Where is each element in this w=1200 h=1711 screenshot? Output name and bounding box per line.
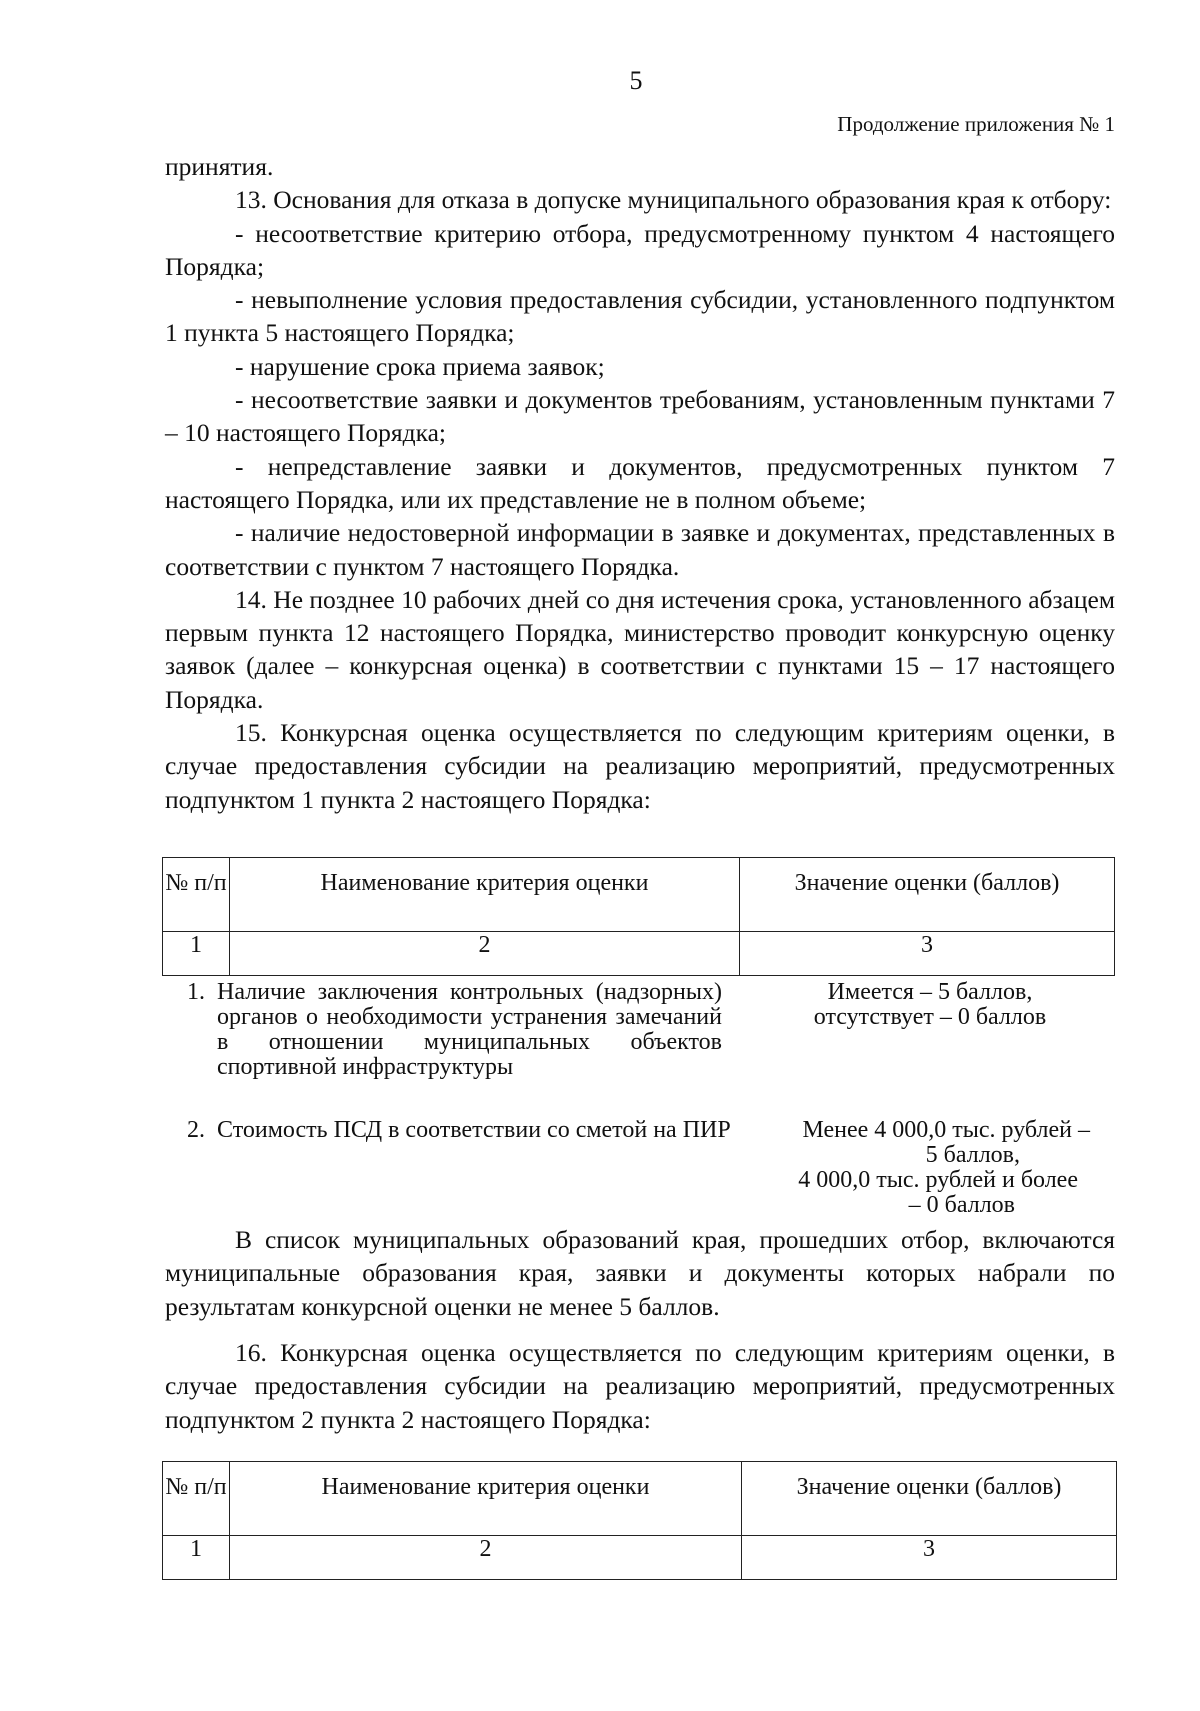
list-item: - несоответствие заявки и документов требованиям, установленным пунктами 7 – 10 настоящего Порядка; (165, 385, 1115, 448)
appendix-continuation-label: Продолжение приложения № 1 (837, 112, 1115, 136)
criterion-value-line: 5 баллов, (925, 1142, 1020, 1168)
list-item: - несоответствие критерию отбора, предусмотренному пунктом 4 настоящего Порядка; (165, 218, 1115, 281)
column-header-number: № п/п (163, 1462, 230, 1536)
criterion-value: Имеется – 5 баллов, отсутствует – 0 баллов (813, 979, 1047, 1030)
paragraph-16: 16. Конкурсная оценка осуществляется по следующим критериям оценки, в случае предоставления субсидии на реализацию мероприятий, предусмотренных подпунктом 2 пункта 2 настоящего Порядка: (165, 1338, 1115, 1434)
column-header-value: Значение оценки (баллов) (742, 1462, 1117, 1536)
criterion-value-line: Менее 4 000,0 тыс. рублей – (802, 1117, 1090, 1143)
list-item: - непредставление заявки и документов, предусмотренных пунктом 7 настоящего Порядка, или их представление не в полном объеме; (165, 451, 1115, 514)
section-16-text (165, 1336, 1115, 1436)
paragraph-14: 14. Не позднее 10 рабочих дней со дня истечения срока, установленного абзацем первым пункта 12 настоящего Порядка, министерство проводит конкурсную оценку заявок (далее – конкурсная оценка) в соответствии с пунктами 15 – 17 настоящего Порядка. (165, 584, 1115, 714)
criterion-name: Стоимость ПСД в соответствии со сметой на ПИР (217, 1117, 731, 1143)
list-item: - нарушение срока приема заявок; (235, 351, 605, 381)
criterion-row (165, 1118, 1115, 1218)
criterion-value (750, 1118, 1090, 1218)
column-number-1: 1 (163, 1536, 230, 1580)
after-15-text (165, 1223, 1115, 1323)
column-number-3: 3 (742, 1536, 1117, 1580)
criteria-table-header-15 (162, 857, 1115, 976)
criterion-value-line: 4 000,0 тыс. рублей и более (798, 1167, 1078, 1193)
criteria-table-header-16 (162, 1461, 1117, 1580)
criterion-value-line: – 0 баллов (908, 1192, 1015, 1218)
paragraph-15: 15. Конкурсная оценка осуществляется по следующим критериям оценки, в случае предоставления субсидии на реализацию мероприятий, предусмотренных подпунктом 1 пункта 2 настоящего Порядка: (165, 718, 1115, 814)
criterion-row (165, 980, 1115, 1090)
criterion-number: 2. (187, 1117, 205, 1143)
column-number-2: 2 (230, 1536, 742, 1580)
column-number-1: 1 (163, 932, 230, 976)
column-number-2: 2 (230, 932, 740, 976)
column-header-number: № п/п (163, 858, 230, 932)
paragraph: принятия. (165, 152, 274, 181)
list-item: - наличие недостоверной информации в заявке и документах, представленных в соответствии с пунктом 7 настоящего Порядка. (165, 518, 1115, 581)
list-item: - невыполнение условия предоставления субсидии, установленного подпунктом 1 пункта 5 настоящего Порядка; (165, 285, 1115, 348)
column-number-3: 3 (740, 932, 1115, 976)
column-header-criterion: Наименование критерия оценки (230, 858, 740, 932)
column-header-value: Значение оценки (баллов) (740, 858, 1115, 932)
paragraph: В список муниципальных образований края, прошедших отбор, включаются муниципальные образования края, заявки и документы которых набрали по результатам конкурсной оценки не менее 5 баллов. (165, 1225, 1115, 1321)
column-header-criterion: Наименование критерия оценки (230, 1462, 742, 1536)
criterion-number: 1. (187, 979, 205, 1005)
page-number: 5 (629, 66, 643, 95)
paragraph-13-title: 13. Основания для отказа в допуске муниципального образования края к отбору: (235, 185, 1112, 215)
section-13-14-15-text (165, 150, 1115, 816)
criterion-name: Наличие заключения контрольных (надзорных) органов о необходимости устранения замечаний в отношении муниципальных объектов спортивной инфраструктуры (217, 979, 722, 1080)
